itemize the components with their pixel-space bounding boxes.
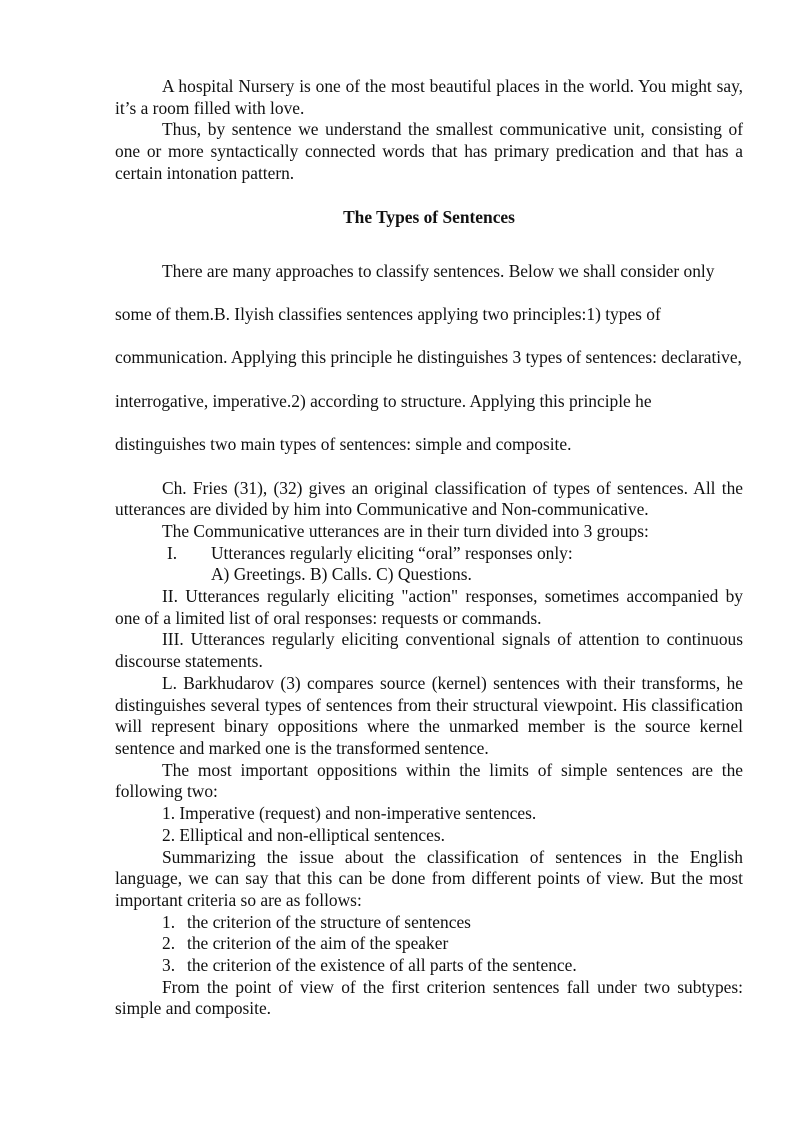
paragraph-group-3: III. Utterances regularly eliciting conventional signals of attention to continuous discourse statements. — [115, 629, 743, 672]
spacer — [115, 467, 743, 478]
group-item-1 — [115, 543, 743, 565]
list-item-opposition: 2. Elliptical and non-elliptical sentences. — [162, 824, 445, 845]
paragraph-oppositions-intro: The most important oppositions within the limits of simple sentences are the following two: — [115, 759, 743, 802]
list-item-criterion — [115, 912, 743, 934]
criterion-number: 3. — [162, 955, 176, 976]
paragraph-barkhudarov: L. Barkhudarov (3) compares source (kernel) sentences with their transforms, he distinguishes several types of sentences from their structural viewpoint. His classification will represent binary oppositions where the unmarked member is the source kernel sentence and marked one is the transformed sentence. — [115, 672, 743, 758]
paragraph-first-criterion: From the point of view of the first criterion sentences fall under two subtypes: simple and composite. — [115, 976, 743, 1019]
criterion-text: the criterion of the existence of all parts of the sentence. — [187, 955, 577, 976]
group-number: I. — [167, 542, 178, 563]
list-item-opposition: 1. Imperative (request) and non-imperative sentences. — [162, 803, 537, 824]
list-item-criterion — [115, 933, 743, 955]
list-item-criterion — [115, 955, 743, 977]
group-text: Utterances regularly eliciting “oral” responses only: — [211, 542, 573, 563]
criterion-number: 2. — [162, 933, 176, 954]
paragraph-summary: Summarizing the issue about the classification of sentences in the English language, we can say that this can be done from different points of view. But the most important criteria so are as follows: — [115, 846, 743, 910]
criterion-text: the criterion of the aim of the speaker — [187, 933, 449, 954]
paragraph-nursery: A hospital Nursery is one of the most beautiful places in the world. You might say, it’s a room filled with love. — [115, 76, 743, 118]
paragraph-sentence-definition: Thus, by sentence we understand the smallest communicative unit, consisting of one or more syntactically connected words that has primary predication and that has a certain intonation pattern. — [115, 119, 743, 183]
paragraph-communicative-groups: The Communicative utterances are in their turn divided into 3 groups: — [162, 520, 649, 541]
section-heading: The Types of Sentences — [343, 206, 515, 227]
criterion-text: the criterion of the structure of sentences — [187, 911, 471, 932]
criterion-number: 1. — [162, 911, 176, 932]
paragraph-ilyish-classification: There are many approaches to classify sentences. Below we shall consider only some of them.B. Ilyish classifies sentences applying two principles:1) types of communication. Applying this principle he distinguishes 3 types of sentences: declarative, interrogative, imperative.2) according to structure. Applying this principle he distinguishes two main types of sentences: simple and composite. — [115, 260, 742, 455]
group-subitems: A) Greetings. B) Calls. C) Questions. — [211, 564, 472, 585]
paragraph-fries-classification: Ch. Fries (31), (32) gives an original classification of types of sentences. All the utterances are divided by him into Communicative and Non-communicative. — [115, 477, 743, 520]
paragraph-group-2: II. Utterances regularly eliciting "action" responses, sometimes accompanied by one of a limited list of oral responses: requests or commands. — [115, 586, 743, 628]
document-page — [115, 76, 743, 1020]
